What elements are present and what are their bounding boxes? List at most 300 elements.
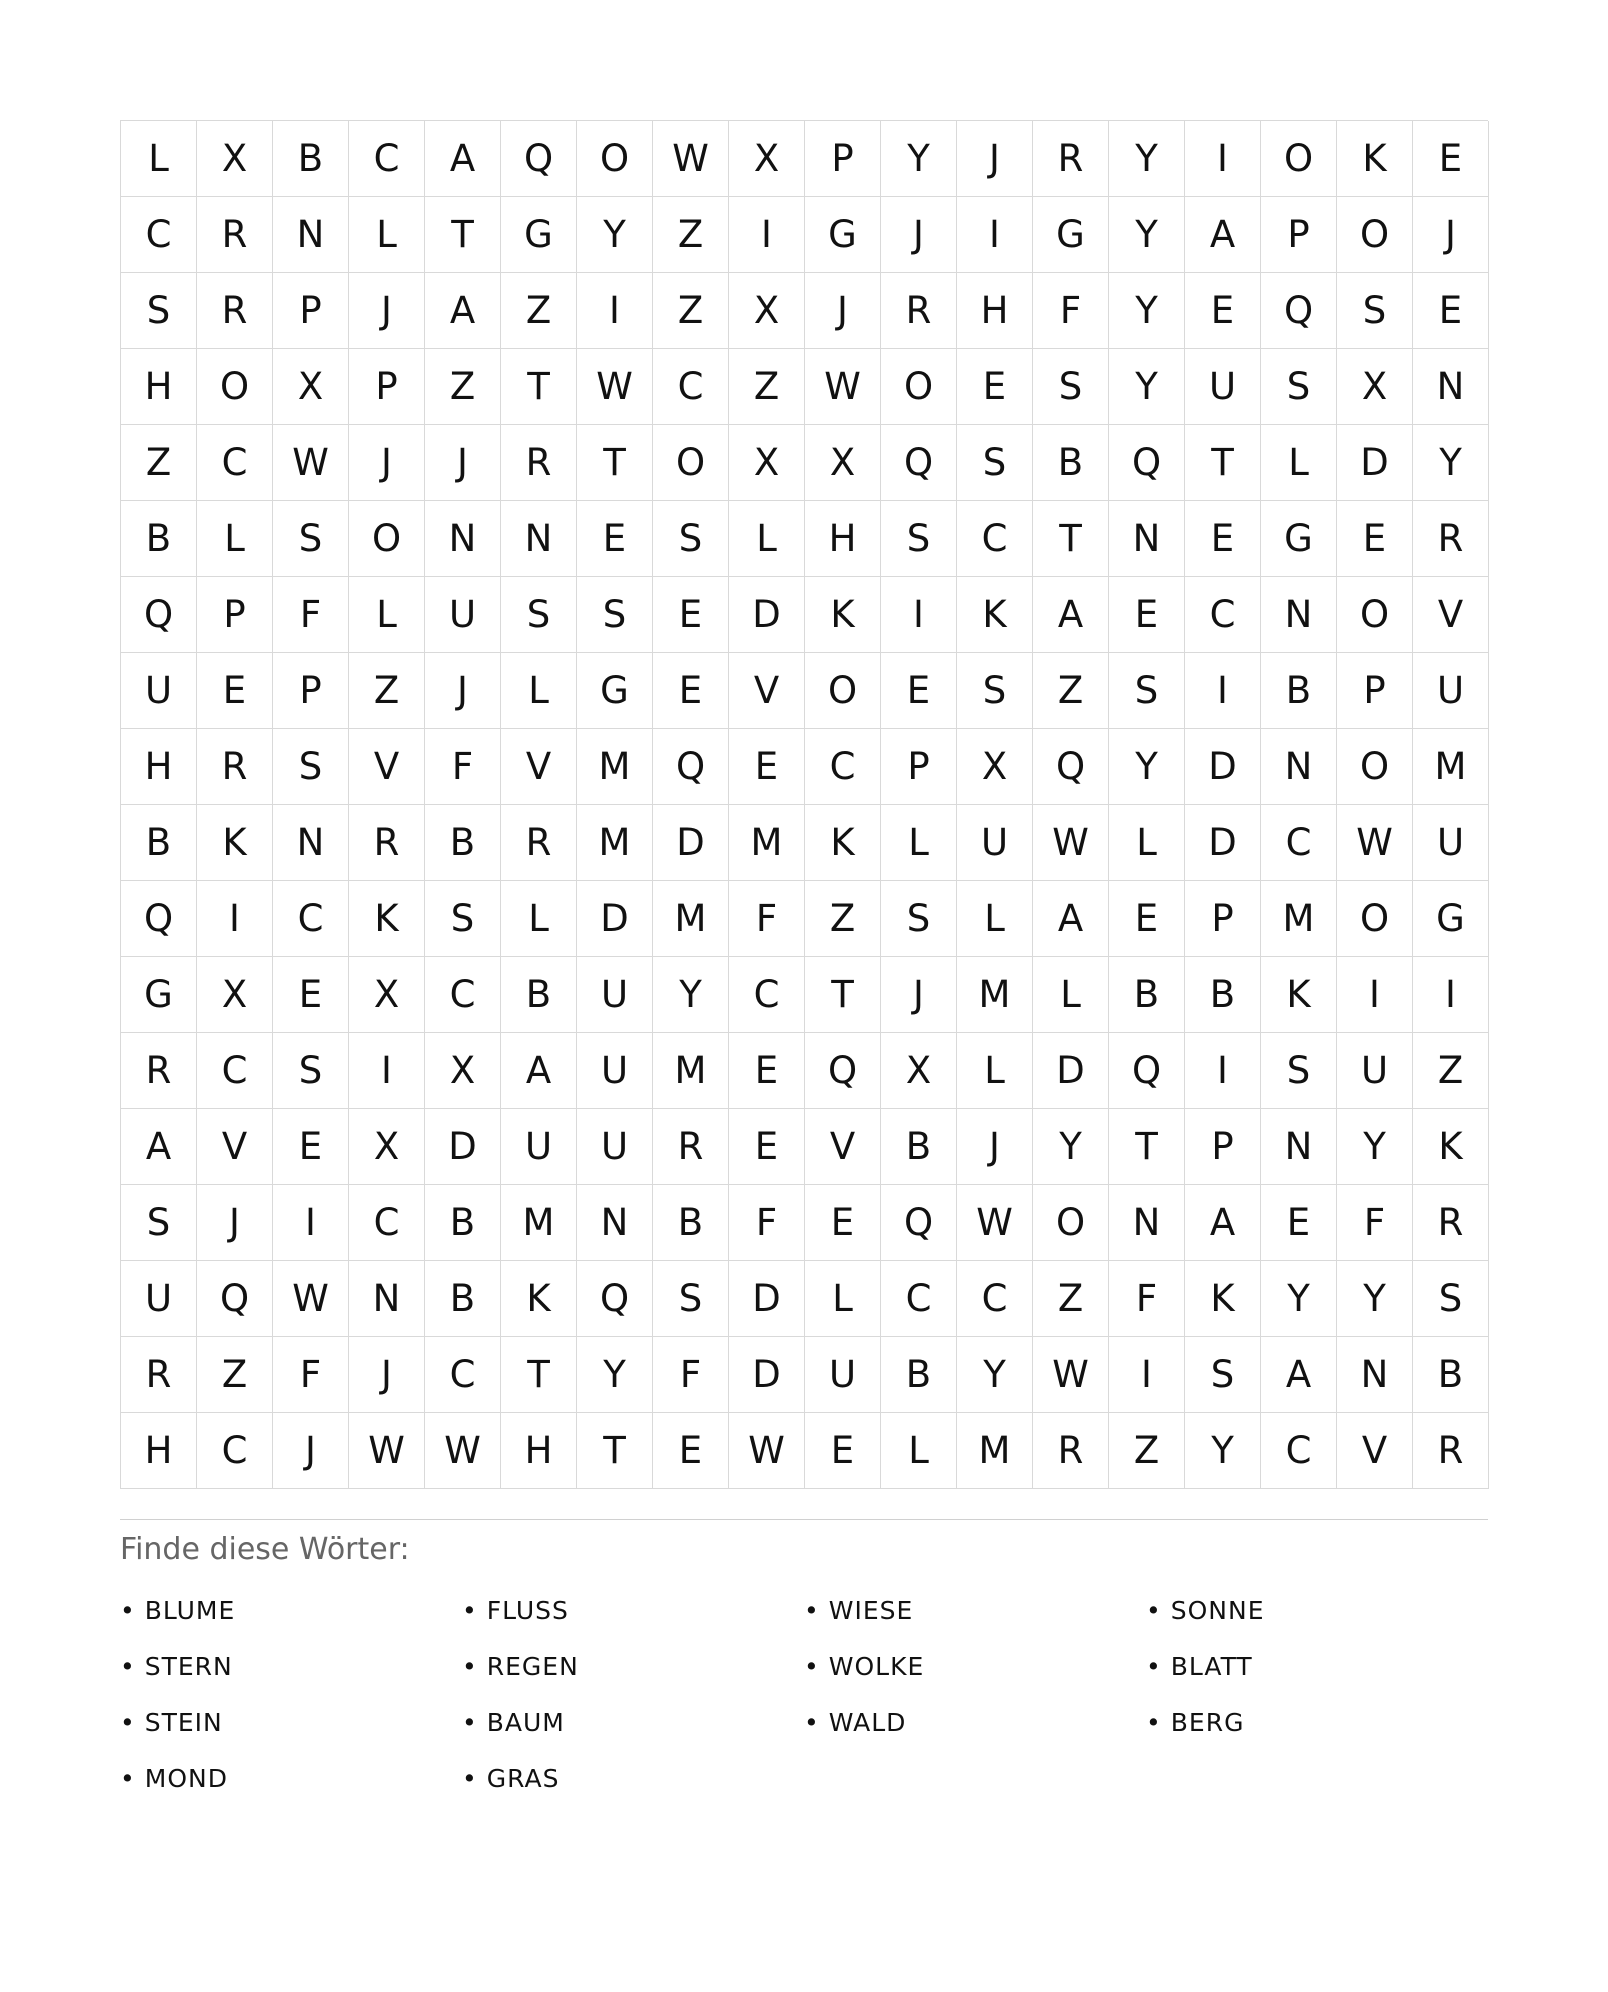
grid-cell[interactable]: N	[273, 197, 349, 273]
grid-cell[interactable]: C	[881, 1261, 957, 1337]
grid-cell[interactable]: N	[1109, 501, 1185, 577]
grid-cell[interactable]: H	[501, 1413, 577, 1489]
grid-cell[interactable]: Z	[653, 273, 729, 349]
grid-cell[interactable]: U	[1337, 1033, 1413, 1109]
grid-cell[interactable]: K	[1413, 1109, 1489, 1185]
grid-cell[interactable]: O	[1337, 197, 1413, 273]
grid-cell[interactable]: X	[349, 957, 425, 1033]
grid-cell[interactable]: E	[1109, 881, 1185, 957]
grid-cell[interactable]: V	[349, 729, 425, 805]
grid-cell[interactable]: M	[1261, 881, 1337, 957]
grid-cell[interactable]: G	[121, 957, 197, 1033]
grid-cell[interactable]: E	[1413, 273, 1489, 349]
grid-cell[interactable]: I	[881, 577, 957, 653]
grid-cell[interactable]: N	[1109, 1185, 1185, 1261]
grid-cell[interactable]: J	[1413, 197, 1489, 273]
grid-cell[interactable]: U	[425, 577, 501, 653]
grid-cell[interactable]: C	[805, 729, 881, 805]
grid-cell[interactable]: T	[577, 1413, 653, 1489]
grid-cell[interactable]: B	[425, 805, 501, 881]
grid-cell[interactable]: C	[1185, 577, 1261, 653]
grid-cell[interactable]: J	[425, 653, 501, 729]
grid-cell[interactable]: S	[425, 881, 501, 957]
grid-cell[interactable]: Y	[1337, 1109, 1413, 1185]
grid-cell[interactable]: V	[501, 729, 577, 805]
grid-cell[interactable]: J	[881, 957, 957, 1033]
grid-cell[interactable]: S	[1261, 1033, 1337, 1109]
grid-cell[interactable]: C	[349, 1185, 425, 1261]
grid-cell[interactable]: H	[805, 501, 881, 577]
grid-cell[interactable]: W	[805, 349, 881, 425]
grid-cell[interactable]: M	[957, 1413, 1033, 1489]
grid-cell[interactable]: R	[881, 273, 957, 349]
grid-cell[interactable]: K	[1337, 121, 1413, 197]
grid-cell[interactable]: S	[881, 501, 957, 577]
grid-cell[interactable]: N	[1261, 1109, 1337, 1185]
grid-cell[interactable]: C	[197, 425, 273, 501]
grid-cell[interactable]: S	[1033, 349, 1109, 425]
grid-cell[interactable]: T	[1109, 1109, 1185, 1185]
grid-cell[interactable]: J	[425, 425, 501, 501]
grid-cell[interactable]: Q	[197, 1261, 273, 1337]
grid-cell[interactable]: V	[197, 1109, 273, 1185]
grid-cell[interactable]: Y	[1109, 121, 1185, 197]
grid-cell[interactable]: S	[501, 577, 577, 653]
grid-cell[interactable]: S	[957, 653, 1033, 729]
grid-cell[interactable]: E	[729, 1033, 805, 1109]
grid-cell[interactable]: C	[957, 501, 1033, 577]
grid-cell[interactable]: D	[425, 1109, 501, 1185]
grid-cell[interactable]: R	[197, 729, 273, 805]
grid-cell[interactable]: F	[729, 881, 805, 957]
grid-cell[interactable]: B	[121, 805, 197, 881]
grid-cell[interactable]: U	[121, 1261, 197, 1337]
grid-cell[interactable]: G	[577, 653, 653, 729]
grid-cell[interactable]: S	[121, 273, 197, 349]
grid-cell[interactable]: D	[1337, 425, 1413, 501]
grid-cell[interactable]: Y	[1109, 349, 1185, 425]
grid-cell[interactable]: R	[197, 197, 273, 273]
grid-cell[interactable]: N	[1261, 729, 1337, 805]
grid-cell[interactable]: X	[729, 273, 805, 349]
grid-cell[interactable]: O	[1261, 121, 1337, 197]
grid-cell[interactable]: K	[805, 805, 881, 881]
grid-cell[interactable]: O	[653, 425, 729, 501]
grid-cell[interactable]: W	[1337, 805, 1413, 881]
grid-cell[interactable]: Y	[1109, 729, 1185, 805]
grid-cell[interactable]: F	[1033, 273, 1109, 349]
grid-cell[interactable]: W	[273, 425, 349, 501]
grid-cell[interactable]: Q	[577, 1261, 653, 1337]
grid-cell[interactable]: Y	[1033, 1109, 1109, 1185]
grid-cell[interactable]: N	[577, 1185, 653, 1261]
grid-cell[interactable]: G	[805, 197, 881, 273]
grid-cell[interactable]: N	[349, 1261, 425, 1337]
grid-cell[interactable]: M	[729, 805, 805, 881]
grid-cell[interactable]: P	[805, 121, 881, 197]
grid-cell[interactable]: D	[653, 805, 729, 881]
grid-cell[interactable]: F	[425, 729, 501, 805]
grid-cell[interactable]: S	[273, 1033, 349, 1109]
grid-cell[interactable]: N	[273, 805, 349, 881]
grid-cell[interactable]: L	[729, 501, 805, 577]
grid-cell[interactable]: B	[881, 1109, 957, 1185]
grid-cell[interactable]: Y	[1185, 1413, 1261, 1489]
grid-cell[interactable]: Y	[1261, 1261, 1337, 1337]
grid-cell[interactable]: Y	[881, 121, 957, 197]
grid-cell[interactable]: J	[273, 1413, 349, 1489]
grid-cell[interactable]: I	[577, 273, 653, 349]
grid-cell[interactable]: D	[1033, 1033, 1109, 1109]
grid-cell[interactable]: G	[1261, 501, 1337, 577]
grid-cell[interactable]: Q	[881, 1185, 957, 1261]
grid-cell[interactable]: J	[957, 1109, 1033, 1185]
grid-cell[interactable]: S	[1413, 1261, 1489, 1337]
grid-cell[interactable]: Z	[501, 273, 577, 349]
grid-cell[interactable]: Z	[1033, 1261, 1109, 1337]
grid-cell[interactable]: V	[1413, 577, 1489, 653]
grid-cell[interactable]: U	[1185, 349, 1261, 425]
grid-cell[interactable]: O	[197, 349, 273, 425]
grid-cell[interactable]: Y	[577, 197, 653, 273]
grid-cell[interactable]: B	[1413, 1337, 1489, 1413]
grid-cell[interactable]: R	[1033, 121, 1109, 197]
grid-cell[interactable]: O	[1337, 577, 1413, 653]
grid-cell[interactable]: A	[121, 1109, 197, 1185]
grid-cell[interactable]: A	[1185, 197, 1261, 273]
grid-cell[interactable]: S	[577, 577, 653, 653]
grid-cell[interactable]: Z	[805, 881, 881, 957]
grid-cell[interactable]: H	[121, 729, 197, 805]
grid-cell[interactable]: L	[501, 653, 577, 729]
grid-cell[interactable]: E	[197, 653, 273, 729]
grid-cell[interactable]: I	[349, 1033, 425, 1109]
grid-cell[interactable]: R	[197, 273, 273, 349]
grid-cell[interactable]: N	[1261, 577, 1337, 653]
grid-cell[interactable]: Y	[957, 1337, 1033, 1413]
grid-cell[interactable]: L	[349, 197, 425, 273]
grid-cell[interactable]: E	[1185, 273, 1261, 349]
grid-cell[interactable]: P	[1185, 1109, 1261, 1185]
grid-cell[interactable]: R	[1413, 1185, 1489, 1261]
grid-cell[interactable]: E	[729, 729, 805, 805]
grid-cell[interactable]: I	[273, 1185, 349, 1261]
grid-cell[interactable]: T	[805, 957, 881, 1033]
grid-cell[interactable]: R	[653, 1109, 729, 1185]
grid-cell[interactable]: K	[501, 1261, 577, 1337]
grid-cell[interactable]: Q	[1033, 729, 1109, 805]
grid-cell[interactable]: U	[121, 653, 197, 729]
grid-cell[interactable]: X	[273, 349, 349, 425]
grid-cell[interactable]: S	[1337, 273, 1413, 349]
grid-cell[interactable]: G	[1033, 197, 1109, 273]
grid-cell[interactable]: P	[1185, 881, 1261, 957]
grid-cell[interactable]: U	[1413, 653, 1489, 729]
grid-cell[interactable]: G	[1413, 881, 1489, 957]
grid-cell[interactable]: L	[197, 501, 273, 577]
grid-cell[interactable]: T	[577, 425, 653, 501]
grid-cell[interactable]: L	[1033, 957, 1109, 1033]
grid-cell[interactable]: D	[577, 881, 653, 957]
grid-cell[interactable]: T	[1185, 425, 1261, 501]
grid-cell[interactable]: E	[1413, 121, 1489, 197]
grid-cell[interactable]: S	[653, 1261, 729, 1337]
grid-cell[interactable]: B	[1109, 957, 1185, 1033]
grid-cell[interactable]: C	[729, 957, 805, 1033]
grid-cell[interactable]: R	[121, 1337, 197, 1413]
grid-cell[interactable]: L	[957, 881, 1033, 957]
grid-cell[interactable]: I	[729, 197, 805, 273]
grid-cell[interactable]: X	[729, 121, 805, 197]
grid-cell[interactable]: V	[1337, 1413, 1413, 1489]
grid-cell[interactable]: Q	[1109, 1033, 1185, 1109]
grid-cell[interactable]: I	[197, 881, 273, 957]
grid-cell[interactable]: A	[425, 273, 501, 349]
grid-cell[interactable]: C	[425, 1337, 501, 1413]
grid-cell[interactable]: R	[501, 425, 577, 501]
grid-cell[interactable]: S	[1261, 349, 1337, 425]
grid-cell[interactable]: C	[121, 197, 197, 273]
grid-cell[interactable]: S	[1185, 1337, 1261, 1413]
grid-cell[interactable]: H	[121, 349, 197, 425]
grid-cell[interactable]: F	[653, 1337, 729, 1413]
grid-cell[interactable]: E	[881, 653, 957, 729]
grid-cell[interactable]: V	[805, 1109, 881, 1185]
grid-cell[interactable]: W	[425, 1413, 501, 1489]
grid-cell[interactable]: K	[805, 577, 881, 653]
grid-cell[interactable]: S	[881, 881, 957, 957]
grid-cell[interactable]: Q	[121, 881, 197, 957]
grid-cell[interactable]: E	[1109, 577, 1185, 653]
grid-cell[interactable]: I	[1337, 957, 1413, 1033]
grid-cell[interactable]: Y	[1413, 425, 1489, 501]
grid-cell[interactable]: Q	[1109, 425, 1185, 501]
grid-cell[interactable]: S	[1109, 653, 1185, 729]
grid-cell[interactable]: O	[1337, 881, 1413, 957]
grid-cell[interactable]: R	[349, 805, 425, 881]
grid-cell[interactable]: M	[1413, 729, 1489, 805]
grid-cell[interactable]: R	[1033, 1413, 1109, 1489]
grid-cell[interactable]: I	[1185, 121, 1261, 197]
grid-cell[interactable]: D	[729, 1261, 805, 1337]
grid-cell[interactable]: K	[957, 577, 1033, 653]
grid-cell[interactable]: N	[1413, 349, 1489, 425]
grid-cell[interactable]: B	[121, 501, 197, 577]
grid-cell[interactable]: J	[349, 273, 425, 349]
grid-cell[interactable]: J	[805, 273, 881, 349]
grid-cell[interactable]: E	[1337, 501, 1413, 577]
grid-cell[interactable]: J	[197, 1185, 273, 1261]
grid-cell[interactable]: L	[349, 577, 425, 653]
grid-cell[interactable]: X	[1337, 349, 1413, 425]
grid-cell[interactable]: N	[1337, 1337, 1413, 1413]
grid-cell[interactable]: D	[1185, 805, 1261, 881]
grid-cell[interactable]: F	[273, 577, 349, 653]
grid-cell[interactable]: A	[1185, 1185, 1261, 1261]
grid-cell[interactable]: L	[805, 1261, 881, 1337]
grid-cell[interactable]: W	[653, 121, 729, 197]
grid-cell[interactable]: B	[425, 1261, 501, 1337]
grid-cell[interactable]: O	[577, 121, 653, 197]
grid-cell[interactable]: L	[881, 805, 957, 881]
grid-cell[interactable]: C	[349, 121, 425, 197]
grid-cell[interactable]: A	[425, 121, 501, 197]
grid-cell[interactable]: Z	[1413, 1033, 1489, 1109]
grid-cell[interactable]: C	[1261, 805, 1337, 881]
grid-cell[interactable]: Y	[577, 1337, 653, 1413]
grid-cell[interactable]: M	[577, 729, 653, 805]
grid-cell[interactable]: I	[1185, 1033, 1261, 1109]
grid-cell[interactable]: E	[805, 1413, 881, 1489]
grid-cell[interactable]: L	[1109, 805, 1185, 881]
grid-cell[interactable]: M	[501, 1185, 577, 1261]
grid-cell[interactable]: E	[957, 349, 1033, 425]
grid-cell[interactable]: E	[653, 1413, 729, 1489]
grid-cell[interactable]: C	[197, 1413, 273, 1489]
grid-cell[interactable]: E	[805, 1185, 881, 1261]
grid-cell[interactable]: V	[729, 653, 805, 729]
grid-cell[interactable]: C	[957, 1261, 1033, 1337]
grid-cell[interactable]: I	[957, 197, 1033, 273]
grid-cell[interactable]: P	[1261, 197, 1337, 273]
grid-cell[interactable]: R	[501, 805, 577, 881]
grid-cell[interactable]: Q	[805, 1033, 881, 1109]
grid-cell[interactable]: E	[577, 501, 653, 577]
grid-cell[interactable]: M	[653, 1033, 729, 1109]
grid-cell[interactable]: L	[501, 881, 577, 957]
grid-cell[interactable]: U	[577, 957, 653, 1033]
grid-cell[interactable]: Z	[653, 197, 729, 273]
grid-cell[interactable]: C	[197, 1033, 273, 1109]
grid-cell[interactable]: S	[273, 729, 349, 805]
grid-cell[interactable]: W	[349, 1413, 425, 1489]
grid-cell[interactable]: O	[881, 349, 957, 425]
grid-cell[interactable]: E	[1261, 1185, 1337, 1261]
grid-cell[interactable]: Q	[1261, 273, 1337, 349]
grid-cell[interactable]: W	[729, 1413, 805, 1489]
grid-cell[interactable]: H	[121, 1413, 197, 1489]
grid-cell[interactable]: Z	[425, 349, 501, 425]
grid-cell[interactable]: X	[881, 1033, 957, 1109]
grid-cell[interactable]: X	[957, 729, 1033, 805]
grid-cell[interactable]: I	[1109, 1337, 1185, 1413]
grid-cell[interactable]: K	[1261, 957, 1337, 1033]
grid-cell[interactable]: Q	[653, 729, 729, 805]
grid-cell[interactable]: J	[957, 121, 1033, 197]
grid-cell[interactable]: M	[577, 805, 653, 881]
grid-cell[interactable]: E	[1185, 501, 1261, 577]
grid-cell[interactable]: Z	[1109, 1413, 1185, 1489]
grid-cell[interactable]: U	[577, 1033, 653, 1109]
grid-cell[interactable]: W	[273, 1261, 349, 1337]
grid-cell[interactable]: A	[1261, 1337, 1337, 1413]
grid-cell[interactable]: H	[957, 273, 1033, 349]
grid-cell[interactable]: O	[1033, 1185, 1109, 1261]
grid-cell[interactable]: C	[653, 349, 729, 425]
grid-cell[interactable]: G	[501, 197, 577, 273]
grid-cell[interactable]: F	[1337, 1185, 1413, 1261]
grid-cell[interactable]: S	[653, 501, 729, 577]
grid-cell[interactable]: B	[881, 1337, 957, 1413]
grid-cell[interactable]: W	[1033, 805, 1109, 881]
grid-cell[interactable]: S	[957, 425, 1033, 501]
grid-cell[interactable]: Y	[1109, 273, 1185, 349]
grid-cell[interactable]: P	[273, 273, 349, 349]
grid-cell[interactable]: P	[1337, 653, 1413, 729]
grid-cell[interactable]: Z	[729, 349, 805, 425]
grid-cell[interactable]: A	[1033, 881, 1109, 957]
grid-cell[interactable]: M	[957, 957, 1033, 1033]
grid-cell[interactable]: D	[1185, 729, 1261, 805]
grid-cell[interactable]: Z	[121, 425, 197, 501]
grid-cell[interactable]: L	[881, 1413, 957, 1489]
grid-cell[interactable]: K	[349, 881, 425, 957]
grid-cell[interactable]: B	[425, 1185, 501, 1261]
grid-cell[interactable]: J	[349, 425, 425, 501]
grid-cell[interactable]: A	[501, 1033, 577, 1109]
grid-cell[interactable]: U	[501, 1109, 577, 1185]
grid-cell[interactable]: O	[805, 653, 881, 729]
grid-cell[interactable]: O	[349, 501, 425, 577]
grid-cell[interactable]: X	[197, 121, 273, 197]
grid-cell[interactable]: K	[197, 805, 273, 881]
grid-cell[interactable]: B	[1185, 957, 1261, 1033]
grid-cell[interactable]: F	[729, 1185, 805, 1261]
grid-cell[interactable]: K	[1185, 1261, 1261, 1337]
grid-cell[interactable]: U	[577, 1109, 653, 1185]
grid-cell[interactable]: F	[1109, 1261, 1185, 1337]
grid-cell[interactable]: Y	[1109, 197, 1185, 273]
grid-cell[interactable]: T	[501, 349, 577, 425]
grid-cell[interactable]: O	[1337, 729, 1413, 805]
grid-cell[interactable]: R	[1413, 1413, 1489, 1489]
grid-cell[interactable]: Q	[881, 425, 957, 501]
grid-cell[interactable]: W	[577, 349, 653, 425]
grid-cell[interactable]: U	[957, 805, 1033, 881]
grid-cell[interactable]: E	[273, 957, 349, 1033]
grid-cell[interactable]: Y	[1337, 1261, 1413, 1337]
grid-cell[interactable]: Q	[501, 121, 577, 197]
grid-cell[interactable]: B	[1033, 425, 1109, 501]
grid-cell[interactable]: Y	[653, 957, 729, 1033]
grid-cell[interactable]: Z	[197, 1337, 273, 1413]
grid-cell[interactable]: E	[273, 1109, 349, 1185]
grid-cell[interactable]: A	[1033, 577, 1109, 653]
grid-cell[interactable]: M	[653, 881, 729, 957]
grid-cell[interactable]: S	[273, 501, 349, 577]
grid-cell[interactable]: D	[729, 577, 805, 653]
grid-cell[interactable]: C	[1261, 1413, 1337, 1489]
grid-cell[interactable]: P	[881, 729, 957, 805]
grid-cell[interactable]: X	[197, 957, 273, 1033]
grid-cell[interactable]: Q	[121, 577, 197, 653]
grid-cell[interactable]: R	[121, 1033, 197, 1109]
grid-cell[interactable]: J	[349, 1337, 425, 1413]
grid-cell[interactable]: L	[121, 121, 197, 197]
grid-cell[interactable]: Z	[1033, 653, 1109, 729]
grid-cell[interactable]: X	[349, 1109, 425, 1185]
grid-cell[interactable]: L	[957, 1033, 1033, 1109]
grid-cell[interactable]: X	[805, 425, 881, 501]
grid-cell[interactable]: E	[653, 653, 729, 729]
grid-cell[interactable]: B	[501, 957, 577, 1033]
grid-cell[interactable]: C	[425, 957, 501, 1033]
grid-cell[interactable]: E	[729, 1109, 805, 1185]
grid-cell[interactable]: U	[805, 1337, 881, 1413]
grid-cell[interactable]: P	[273, 653, 349, 729]
grid-cell[interactable]: Z	[349, 653, 425, 729]
grid-cell[interactable]: T	[501, 1337, 577, 1413]
